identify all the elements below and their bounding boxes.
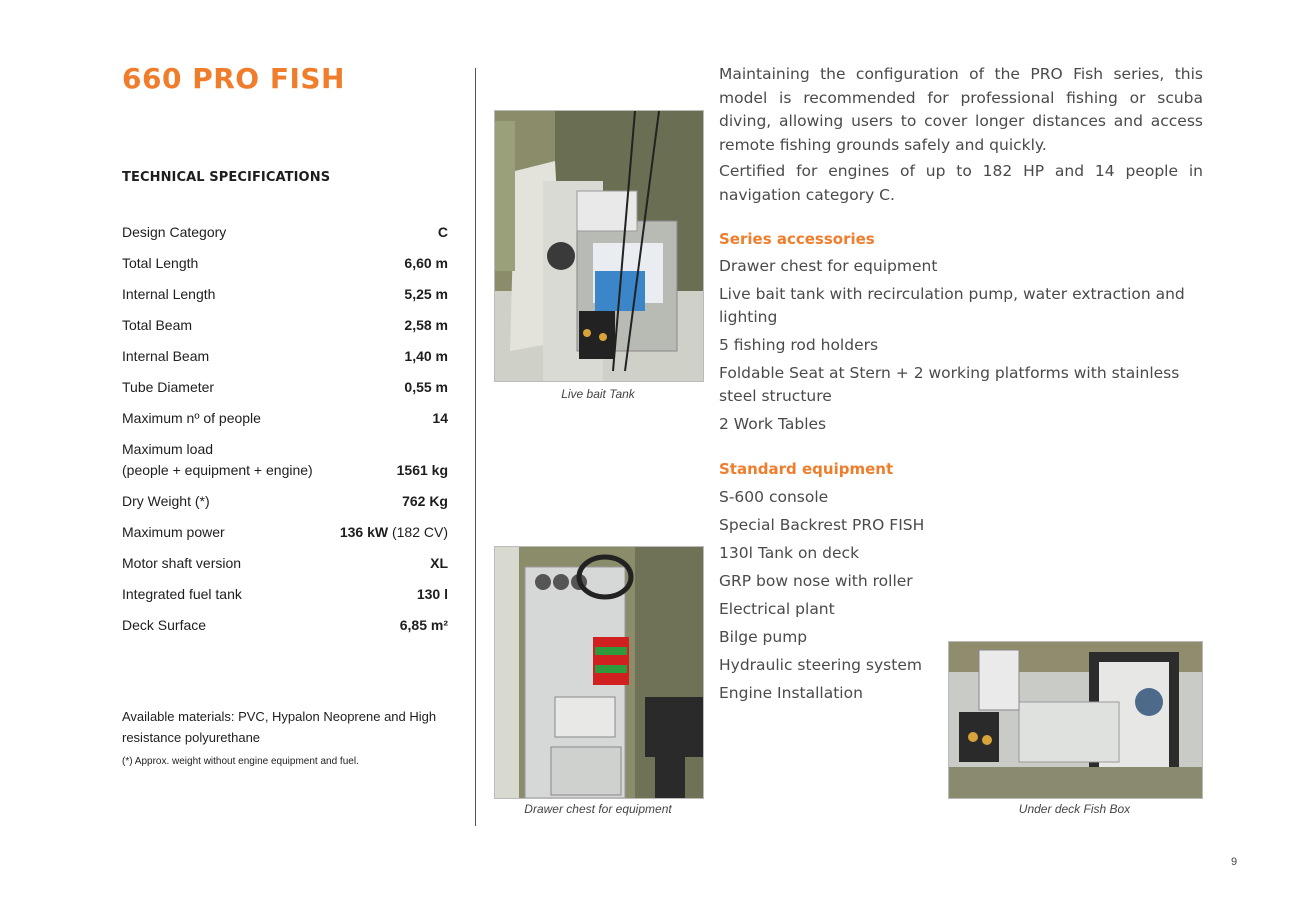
series-accessories-list [719, 255, 1203, 441]
standard-equipment-list [719, 486, 949, 710]
fish-box-caption: Under deck Fish Box [1018, 802, 1131, 816]
spec-row [122, 253, 448, 274]
spec-value [404, 346, 448, 367]
drawer-chest-photo [494, 546, 704, 799]
spec-row [122, 584, 448, 605]
spec-value [397, 460, 448, 481]
spec-label: Tube Diameter [122, 379, 215, 395]
list-item: Special Backrest PRO FISH [719, 516, 925, 534]
spec-value-unit: (182 CV) [388, 524, 448, 540]
spec-label: Integrated fuel tank [122, 586, 242, 602]
spec-value-main: 1,40 m [404, 348, 448, 364]
spec-label: Total Length [122, 255, 199, 271]
spec-value-main: 1561 kg [396, 462, 448, 478]
spec-label: Deck Surface [122, 617, 207, 633]
spec-row [122, 491, 448, 512]
spec-value [404, 284, 448, 305]
spec-value [430, 553, 448, 574]
fish-box-photo [948, 641, 1203, 799]
spec-label: Internal Beam [122, 348, 210, 364]
spec-value [404, 253, 448, 274]
spec-value [404, 377, 448, 398]
spec-row [122, 346, 448, 367]
spec-row [122, 615, 448, 636]
spec-row [122, 377, 448, 398]
description [719, 63, 1203, 210]
spec-row [122, 522, 448, 543]
spec-value [404, 315, 448, 336]
spec-value-main: 2,58 m [404, 317, 448, 333]
spec-value [340, 522, 448, 543]
description-paragraph: Maintaining the configuration of the PRO Fish series, this model is recommended for professional fishing or scuba diving, allowing users to cover longer distances and access remote fishing grounds safely and quickly. [719, 65, 1203, 154]
list-item: Bilge pump [719, 628, 808, 646]
spec-value [400, 615, 448, 636]
spec-row [122, 222, 448, 243]
spec-value-main: 14 [432, 410, 448, 426]
spec-value-main: 0,55 m [404, 379, 448, 395]
list-item: S-600 console [719, 488, 829, 506]
spec-row [122, 408, 448, 429]
live-bait-caption: Live bait Tank [561, 387, 635, 401]
spec-value-main: 5,25 m [404, 286, 448, 302]
spec-row [122, 553, 448, 574]
description-paragraph: Certified for engines of up to 182 HP and 14 people in navigation category C. [719, 162, 1203, 204]
spec-value-main: 6,85 m² [399, 617, 448, 633]
spec-label: Motor shaft version [122, 555, 242, 571]
column-divider [475, 68, 476, 826]
spec-value-main: 762 Kg [402, 493, 448, 509]
materials-note: Available materials: PVC, Hypalon Neoprene and High resistance polyurethane [122, 709, 437, 745]
spec-row [122, 439, 448, 481]
list-item: Hydraulic steering system [719, 656, 922, 674]
list-item: GRP bow nose with roller [719, 572, 913, 590]
list-item: 5 fishing rod holders [719, 336, 879, 354]
footnote: (*) Approx. weight without engine equipment and fuel. [122, 756, 359, 767]
standard-equipment-title: Standard equipment [719, 460, 894, 478]
drawer-chest-caption: Drawer chest for equipment [524, 802, 672, 816]
list-item: Drawer chest for equipment [719, 257, 938, 275]
spec-value [438, 222, 448, 243]
page-number: 9 [1231, 856, 1238, 868]
list-item: Electrical plant [719, 600, 835, 618]
spec-heading: TECHNICAL SPECIFICATIONS [122, 170, 331, 185]
spec-row [122, 315, 448, 336]
spec-label: Maximum load (people + equipment + engine) [122, 441, 313, 478]
spec-label: Internal Length [122, 286, 216, 302]
live-bait-tank-photo [494, 110, 704, 382]
spec-table [122, 222, 448, 646]
series-accessories-title: Series accessories [719, 230, 875, 248]
list-item: 2 Work Tables [719, 415, 827, 433]
spec-value-main: 130 l [416, 586, 448, 602]
spec-value-main: 136 kW [339, 524, 389, 540]
spec-label: Dry Weight (*) [122, 493, 210, 509]
spec-row [122, 284, 448, 305]
spec-value [402, 491, 448, 512]
spec-value [432, 408, 448, 429]
spec-label: Total Beam [122, 317, 193, 333]
spec-label: Maximum power [122, 524, 225, 540]
list-item: Foldable Seat at Stern + 2 working platforms with stainless steel structure [719, 364, 1180, 405]
spec-value-main: 6,60 m [404, 255, 448, 271]
spec-value-main: C [437, 224, 448, 240]
list-item: Live bait tank with recirculation pump, water extraction and lighting [719, 285, 1185, 326]
list-item: Engine Installation [719, 684, 863, 702]
page-title: 660 PRO FISH [122, 62, 345, 95]
spec-value [417, 584, 448, 605]
spec-label: Design Category [122, 224, 227, 240]
spec-value-main: XL [430, 555, 448, 571]
spec-label: Maximum nº of people [122, 410, 261, 426]
list-item: 130l Tank on deck [719, 544, 860, 562]
